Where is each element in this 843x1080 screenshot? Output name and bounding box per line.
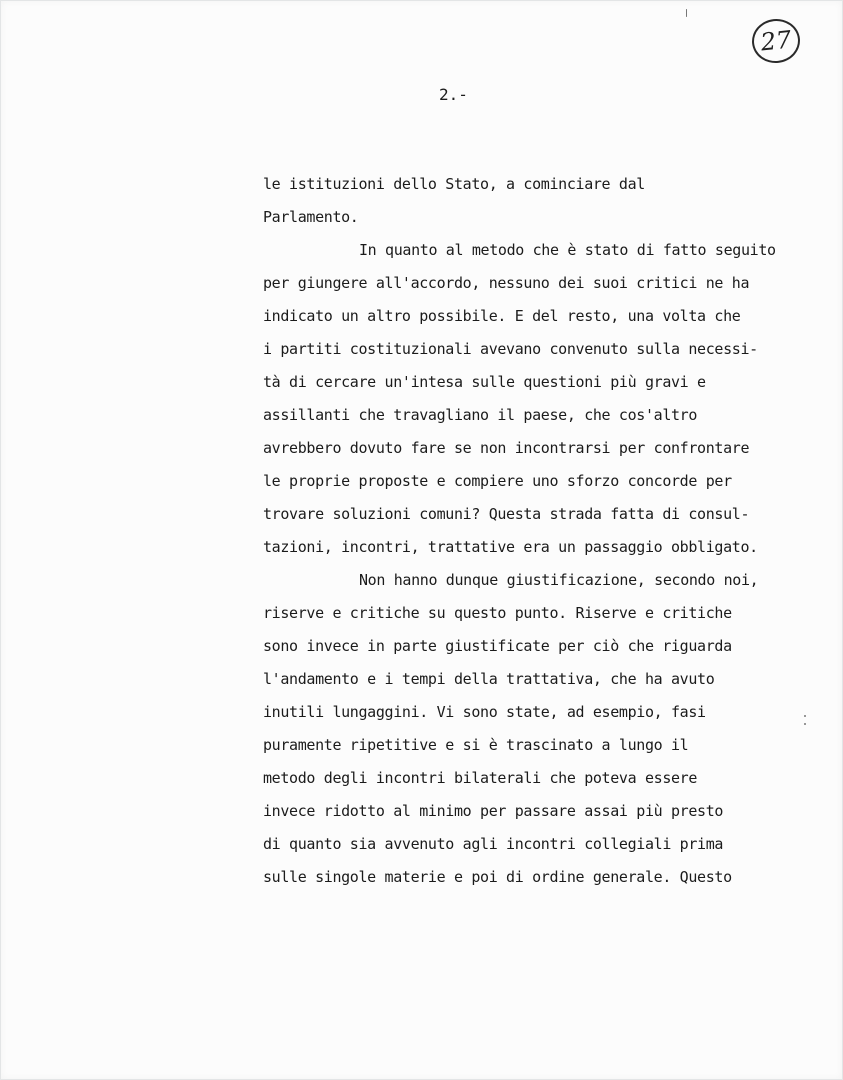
text-line: inutili lungaggini. Vi sono state, ad esempio, fasi [263, 703, 706, 721]
folio-number-stamp: 27 [750, 17, 802, 66]
paragraph [263, 234, 838, 564]
paper-speck [804, 715, 806, 717]
text-line: avrebbero dovuto fare se non incontrarsi per confrontare [263, 439, 750, 457]
text-line: sulle singole materie e poi di ordine generale. Questo [263, 868, 732, 886]
text-line: i partiti costituzionali avevano convenuto sulla necessi- [263, 340, 758, 358]
text-line: l'andamento e i tempi della trattativa, che ha avuto [263, 670, 715, 688]
text-line: puramente ripetitive e si è trascinato a lungo il [263, 736, 689, 754]
text-line: Non hanno dunque giustificazione, secondo noi, [359, 571, 759, 589]
document-body [263, 168, 838, 894]
page-number: 2.- [439, 85, 468, 104]
text-line: indicato un altro possibile. E del resto, una volta che [263, 307, 741, 325]
paper-speck [686, 9, 687, 17]
text-line: per giungere all'accordo, nessuno dei suoi critici ne ha [263, 274, 750, 292]
text-line: di quanto sia avvenuto agli incontri collegiali prima [263, 835, 724, 853]
text-line: tà di cercare un'intesa sulle questioni più gravi e [263, 373, 706, 391]
text-line: Parlamento. [263, 208, 359, 226]
text-line: sono invece in parte giustificate per ciò che riguarda [263, 637, 732, 655]
text-line: le proprie proposte e compiere uno sforzo concorde per [263, 472, 732, 490]
paper-speck [804, 723, 806, 725]
text-line: le istituzioni dello Stato, a cominciare dal [263, 175, 645, 193]
paragraph [263, 564, 838, 894]
text-line: In quanto al metodo che è stato di fatto seguito [359, 241, 776, 259]
text-line: metodo degli incontri bilaterali che poteva essere [263, 769, 698, 787]
text-line: invece ridotto al minimo per passare assai più presto [263, 802, 724, 820]
text-line: assillanti che travagliano il paese, che cos'altro [263, 406, 698, 424]
paragraph [263, 168, 838, 234]
text-line: trovare soluzioni comuni? Questa strada fatta di consul- [263, 505, 750, 523]
text-line: riserve e critiche su questo punto. Riserve e critiche [263, 604, 732, 622]
text-line: tazioni, incontri, trattative era un passaggio obbligato. [263, 538, 758, 556]
